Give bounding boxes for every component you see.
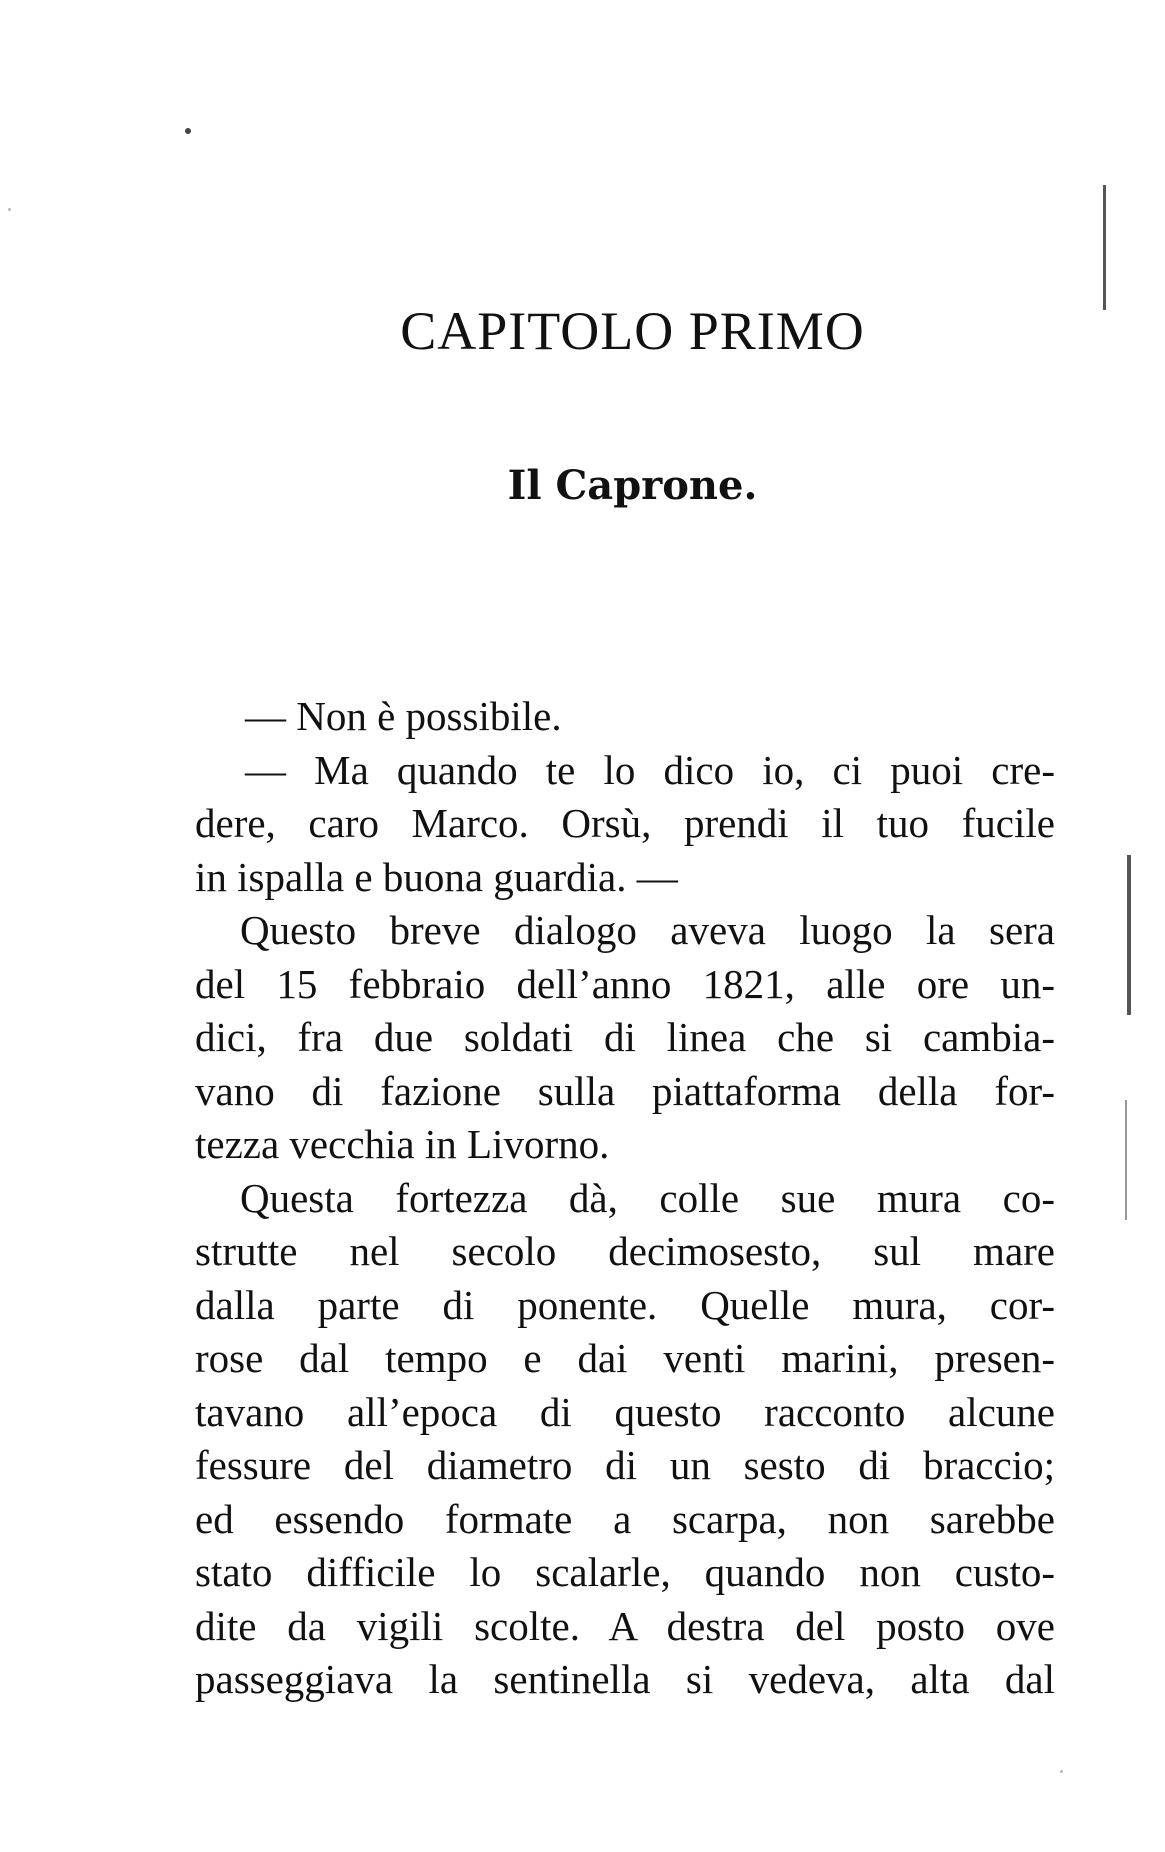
text-line: in ispalla e buona guardia. — (195, 853, 678, 900)
scan-speck (8, 208, 11, 211)
text-line: vano di fazione sulla piattaforma della for- (195, 1067, 1055, 1114)
text-line: stato difficile lo scalarle, quando non custo- (195, 1549, 1055, 1595)
text-line: dalla parte di ponente. Quelle mura, cor- (195, 1281, 1055, 1328)
text-line: Questo breve dialogo aveva luogo la sera (240, 907, 1055, 953)
text-line: ed essendo formate a scarpa, non sarebbe (195, 1495, 1055, 1542)
text-line: rose dal tempo e dai venti marini, presen- (195, 1335, 1055, 1381)
text-line: fessure del diametro di un sesto di braccio; (195, 1442, 1055, 1488)
text-line: Questa fortezza dà, colle sue mura co- (240, 1174, 1055, 1221)
scan-edge-mark-top (1103, 185, 1106, 310)
text-line: passeggiava la sentinella si vedeva, alta dal (195, 1656, 1055, 1702)
text-line: del 15 febbraio dell’anno 1821, alle ore un- (195, 960, 1055, 1007)
scan-edge-mark-middle (1127, 855, 1131, 1015)
text-line: strutte nel secolo decimosesto, sul mare (195, 1228, 1055, 1274)
text-line: dite da vigili scolte. A destra del posto ove (195, 1602, 1055, 1649)
scan-speck (185, 128, 191, 134)
chapter-title: CAPITOLO PRIMO (400, 301, 865, 361)
scan-speck (1060, 1770, 1063, 1773)
text-line: tezza vecchia in Livorno. (195, 1121, 610, 1167)
text-line: — Non è possibile. (245, 693, 562, 739)
text-line: dici, fra due soldati di linea che si cambia- (195, 1014, 1055, 1060)
chapter-subtitle: Il Caprone. (507, 462, 758, 509)
chapter-body (195, 690, 1055, 1707)
scan-edge-mark-lower (1125, 1100, 1127, 1220)
text-line: tavano all’epoca di questo racconto alcune (195, 1388, 1055, 1435)
text-line: — Ma quando te lo dico io, ci puoi cre- (245, 746, 1055, 793)
text-line: dere, caro Marco. Orsù, prendi il tuo fucile (195, 800, 1055, 846)
